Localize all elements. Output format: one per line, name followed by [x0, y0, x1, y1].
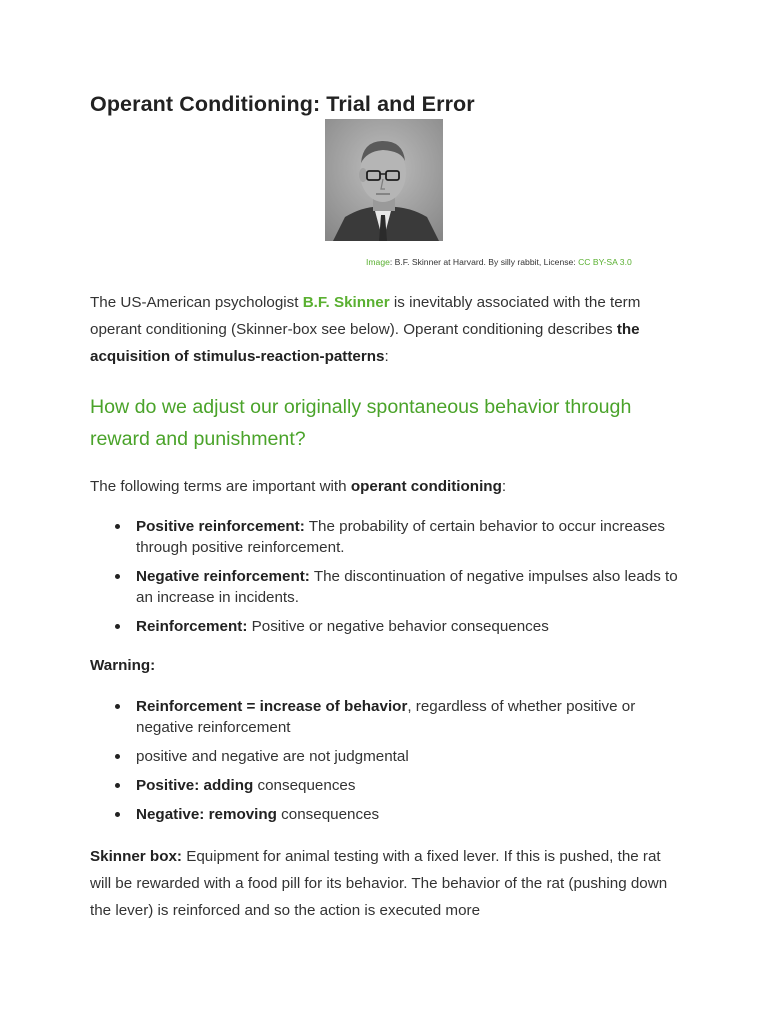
- warning-label: [90, 652, 680, 679]
- bullet-icon: [115, 812, 120, 817]
- intro-text-3: :: [384, 348, 389, 365]
- list-item: [90, 746, 690, 767]
- bullet-icon: [115, 704, 120, 709]
- warning-text: consequences: [276, 806, 380, 823]
- list-item: [90, 516, 690, 558]
- skinner-link[interactable]: B.F. Skinner: [302, 294, 390, 311]
- list-item: [90, 804, 690, 825]
- warning-text: positive and negative are not judgmental: [136, 748, 409, 765]
- caption-image-link[interactable]: Image: [366, 257, 390, 267]
- term-definition: The discontinuation of negative impulses also leads to an increase in incidents.: [136, 568, 678, 606]
- term-name: Reinforcement:: [136, 618, 248, 635]
- warnings-list: [90, 696, 690, 825]
- warning-label-text: Warning:: [90, 657, 156, 674]
- image-caption: [366, 257, 632, 267]
- warning-bold: Reinforcement = increase of behavior: [136, 698, 408, 715]
- bullet-icon: [115, 754, 120, 759]
- terms-intro-paragraph: [90, 473, 680, 500]
- warning-bold: Negative: removing: [136, 806, 277, 823]
- caption-text: : B.F. Skinner at Harvard. By silly rabbit, License:: [389, 257, 579, 267]
- bullet-icon: [115, 783, 120, 788]
- warning-bold: Positive: adding: [136, 777, 254, 794]
- bullet-icon: [115, 624, 120, 629]
- bullet-icon: [115, 574, 120, 579]
- question-heading: How do we adjust our originally spontaneous behavior through reward and punishment?: [90, 396, 632, 450]
- terms-intro-colon: :: [501, 478, 507, 495]
- terms-list: [90, 516, 690, 637]
- intro-bold: the acquisition of stimulus-reaction-patterns: [90, 321, 640, 365]
- terms-intro-bold: operant conditioning: [350, 478, 502, 495]
- list-item: [90, 775, 690, 796]
- terms-intro-text: The following terms are important with: [90, 478, 351, 495]
- intro-paragraph: [90, 289, 680, 370]
- term-name: Positive reinforcement:: [136, 518, 305, 535]
- list-item: [90, 566, 690, 608]
- warning-text: , regardless of whether positive or negative reinforcement: [136, 698, 636, 736]
- list-item: [90, 616, 690, 637]
- warning-text: consequences: [253, 777, 356, 794]
- term-definition: Positive or negative behavior consequences: [247, 618, 549, 635]
- bullet-icon: [115, 524, 120, 529]
- page-title: Operant Conditioning: Trial and Error: [90, 92, 475, 116]
- intro-text-1: The US-American psychologist: [90, 294, 303, 311]
- intro-text-2: is inevitably associated with the term operant conditioning (Skinner-box see below). Operant conditioning describes: [90, 294, 641, 338]
- skinner-box-text: Equipment for animal testing with a fixed lever. If this is pushed, the rat will be rewarded with a food pill for its behavior. The behavior of the rat (pushing down the lever) is reinforced and so the action is executed more: [90, 848, 668, 919]
- term-definition: The probability of certain behavior to occur increases through positive reinforcement.: [136, 518, 666, 556]
- term-name: Negative reinforcement:: [136, 568, 310, 585]
- caption-license-link[interactable]: CC BY-SA 3.0: [578, 257, 632, 267]
- list-item: [90, 696, 690, 738]
- skinner-portrait-photo: [325, 119, 443, 241]
- skinner-box-paragraph: [90, 843, 680, 924]
- skinner-box-label: Skinner box:: [90, 848, 182, 865]
